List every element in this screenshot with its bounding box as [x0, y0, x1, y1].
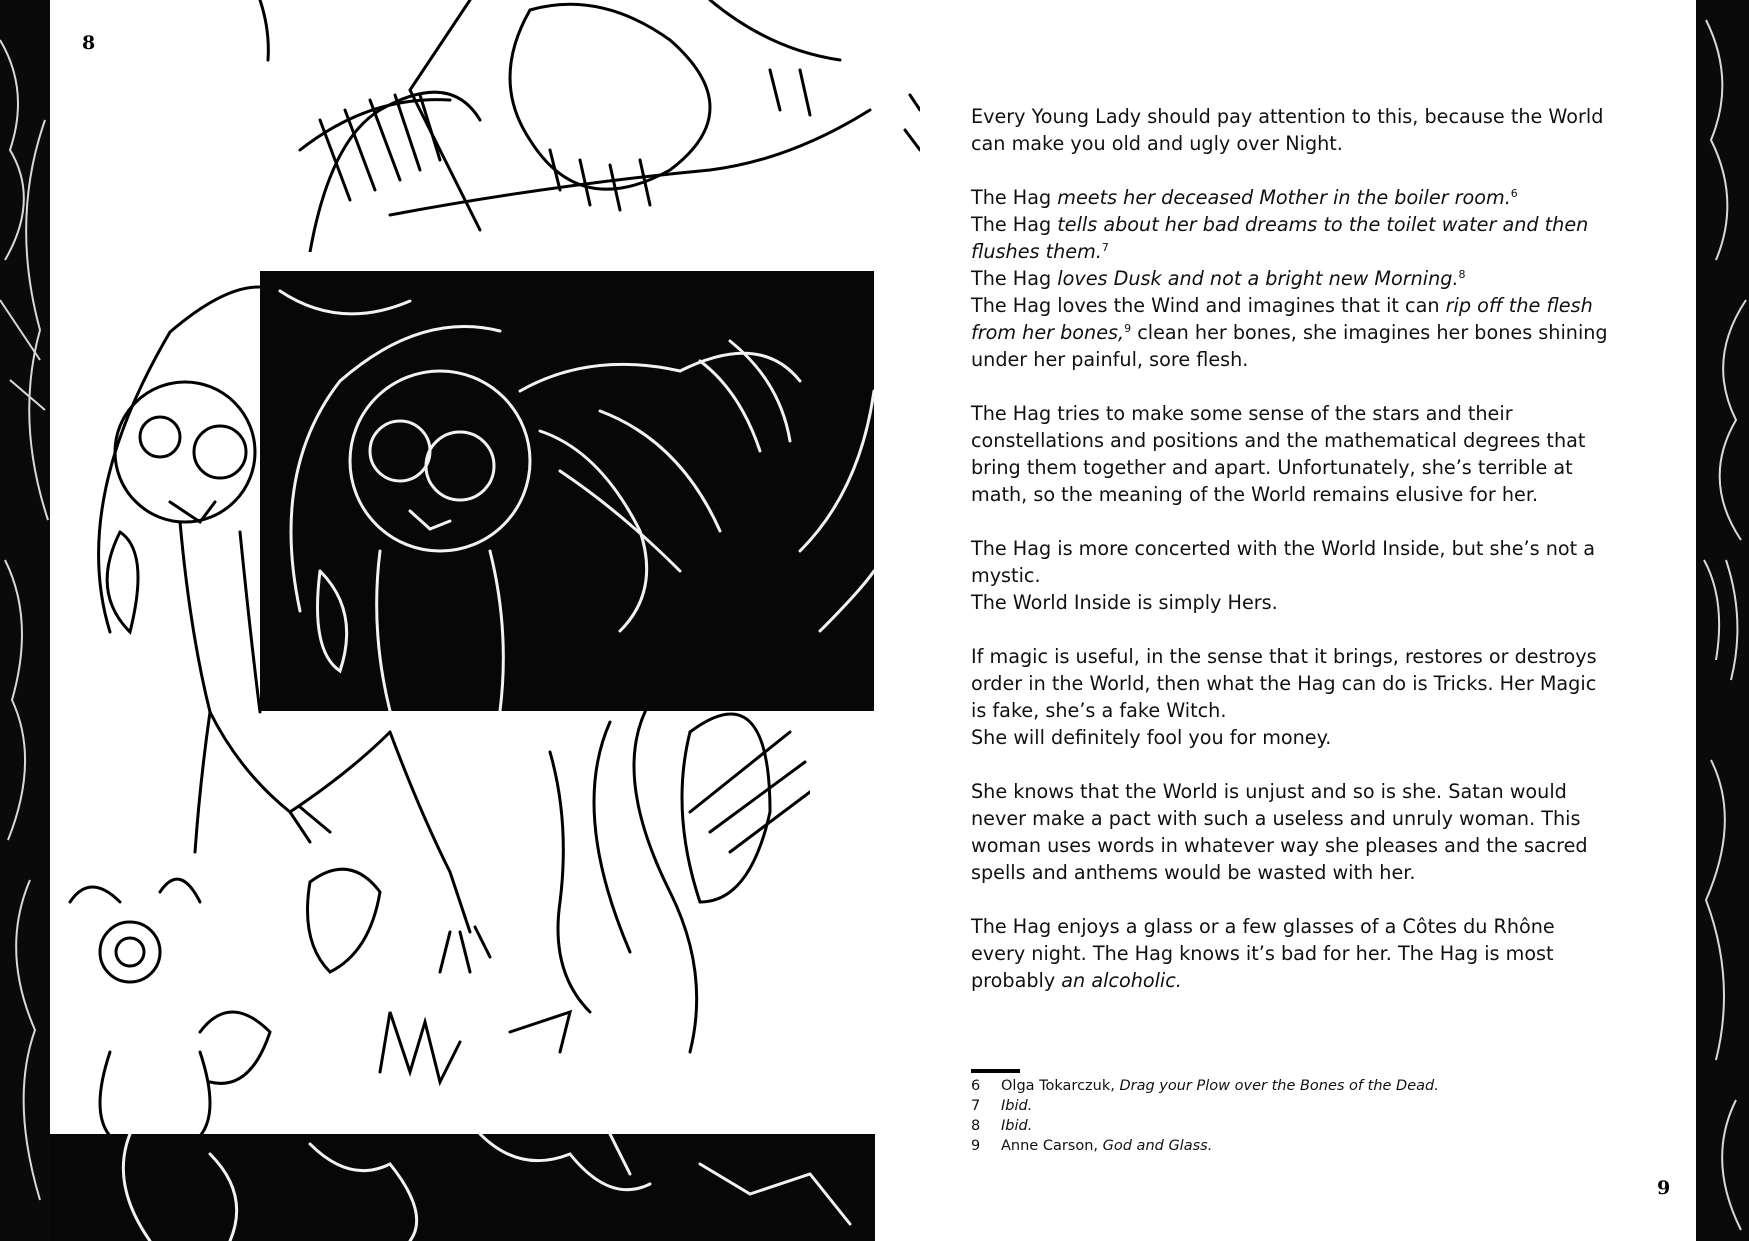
- footnote-author: Anne Carson,: [1001, 1138, 1103, 1154]
- text-line: [971, 265, 1611, 292]
- line-italic: tells about her bad dreams to the toilet water and then flushes them.: [971, 213, 1589, 263]
- footnote-number: 8: [971, 1118, 981, 1134]
- text-line: The Hag tries to make some sense of the stars and their constellations and positions and the mathematical degrees that bring them together and apart. Unfortunately, she’s terrible at math, so the meaning of the World remains elusive for her.: [971, 402, 1586, 506]
- footnote-number: 7: [971, 1098, 981, 1114]
- drawing-panel-top: [150, 0, 920, 252]
- footnote-number: 6: [971, 1078, 981, 1094]
- footnote: [971, 1076, 1611, 1096]
- text-line: If magic is useful, in the sense that it brings, restores or destroys order in the World, then what the Hag can do is Tricks. Her Magic is fake, she’s a fake Witch.: [971, 645, 1597, 722]
- footnote-title: God and Glass.: [1102, 1138, 1213, 1154]
- line-italic: rip off the flesh from her bones,: [971, 294, 1593, 344]
- text-line: The Hag is more concerted with the World Inside, but she’s not a mystic.: [971, 537, 1595, 587]
- line-italic: loves Dusk and not a bright new Morning.: [1057, 267, 1459, 290]
- text-line: [971, 915, 1555, 992]
- footnote-title: Ibid.: [1001, 1118, 1033, 1134]
- footnote: [971, 1116, 1611, 1136]
- footnote: [971, 1136, 1611, 1156]
- right-edge-chalk-drawing: [1696, 0, 1749, 1241]
- line-text: The Hag: [971, 267, 1058, 290]
- footnote-ref: 9: [1124, 322, 1132, 335]
- footnote-title: Drag your Plow over the Bones of the Dead.: [1119, 1078, 1439, 1094]
- line-text: The Hag: [971, 213, 1058, 236]
- footnote: [971, 1096, 1611, 1116]
- page-number-left: 8: [78, 32, 99, 54]
- paragraph: [971, 103, 1611, 157]
- footnote-title: Ibid.: [1001, 1098, 1033, 1114]
- text-line: She will definitely fool you for money.: [971, 726, 1332, 749]
- footnote-author: Olga Tokarczuk,: [1001, 1078, 1120, 1094]
- line-text: clean her bones, she imagines her bones shining under her painful, sore flesh.: [971, 321, 1608, 371]
- line-text: The Hag loves the Wind and imagines that it can: [971, 294, 1446, 317]
- right-page: [920, 0, 1749, 1241]
- paragraph: [971, 913, 1611, 994]
- footnotes: [971, 1076, 1611, 1156]
- paragraph: [971, 184, 1611, 373]
- footnote-ref: 7: [1101, 241, 1109, 254]
- paragraph: [971, 643, 1611, 751]
- text-line: Every Young Lady should pay attention to this, because the World can make you old and ugly over Night.: [971, 105, 1604, 155]
- footnote-divider: [971, 1069, 1020, 1073]
- line-text: The Hag: [971, 186, 1058, 209]
- body-text: [971, 103, 1611, 1021]
- footnote-ref: 8: [1458, 268, 1466, 281]
- drawing-panel-black: [260, 271, 874, 711]
- line-italic: meets her deceased Mother in the boiler room.: [1057, 186, 1511, 209]
- drawing-panel-black-bottom: [50, 1134, 875, 1241]
- text-line: [971, 184, 1611, 211]
- paragraph: [971, 535, 1611, 616]
- line-italic: an alcoholic.: [1061, 969, 1182, 992]
- text-line: She knows that the World is unjust and so is she. Satan would never make a pact with such a useless and unruly woman. This woman uses words in whatever way she pleases and the sacred spells and anthems would be wasted with her.: [971, 780, 1588, 884]
- text-line: [971, 292, 1611, 373]
- left-edge-chalk-drawing: [0, 0, 50, 1241]
- page-number-right: 9: [1657, 1177, 1671, 1199]
- paragraph: [971, 400, 1611, 508]
- text-line: The World Inside is simply Hers.: [971, 591, 1278, 614]
- footnote-number: 9: [971, 1138, 981, 1154]
- line-text: The Hag enjoys a glass or a few glasses of a Côtes du Rhône every night. The Hag knows it’s bad for her. The Hag is most probably: [971, 915, 1555, 992]
- paragraph: [971, 778, 1611, 886]
- text-line: [971, 211, 1611, 265]
- footnote-ref: 6: [1510, 187, 1518, 200]
